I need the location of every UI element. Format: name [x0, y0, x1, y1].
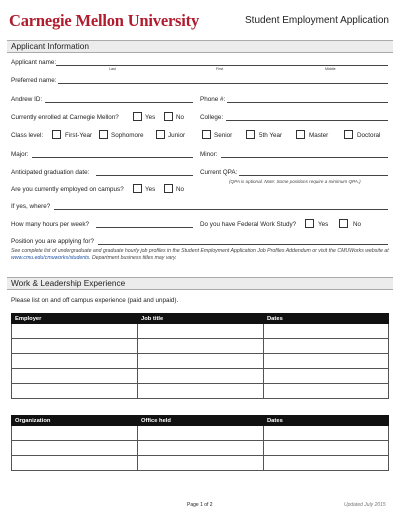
class-master-label: Master [309, 132, 329, 139]
updated-date: Updated July 2015 [344, 502, 386, 508]
employer-cell[interactable] [12, 369, 138, 384]
dates-column-header: Dates [264, 314, 389, 324]
applicant-name-field[interactable] [56, 65, 388, 66]
organization-table-header [12, 416, 389, 426]
preferred-name-label: Preferred name: [11, 77, 57, 84]
employer-column-header: Employer [12, 314, 138, 324]
class-doctoral-checkbox[interactable] [344, 130, 353, 139]
dates-cell[interactable] [264, 339, 389, 354]
class-sophomore-checkbox[interactable] [99, 130, 108, 139]
organization-cell[interactable] [12, 456, 138, 471]
where-field[interactable] [54, 209, 388, 210]
name-part-middle: Middle [325, 67, 336, 71]
qpa-field[interactable] [239, 175, 388, 176]
class-first-year-label: First-Year [65, 132, 93, 139]
employment-table [11, 313, 389, 399]
job-title-cell[interactable] [138, 354, 264, 369]
table-row [12, 369, 389, 384]
minor-label: Minor: [200, 151, 218, 158]
enrolled-label: Currently enrolled at Carnegie Mellon? [11, 114, 119, 121]
qpa-label: Current QPA: [200, 169, 238, 176]
table-row [12, 324, 389, 339]
cmu-logo: Carnegie Mellon University [9, 11, 200, 30]
college-field[interactable] [226, 120, 388, 121]
work-study-label: Do you have Federal Work Study? [200, 221, 297, 228]
class-senior-label: Senior [214, 132, 233, 139]
org-dates-column-header: Dates [264, 416, 389, 426]
job-title-cell[interactable] [138, 324, 264, 339]
employed-yes-checkbox[interactable] [133, 184, 142, 193]
class-5th-year-checkbox[interactable] [246, 130, 255, 139]
applicant-name-label: Applicant name: [11, 59, 57, 66]
minor-field[interactable] [221, 157, 388, 158]
class-doctoral-label: Doctoral [357, 132, 381, 139]
organization-column-header: Organization [12, 416, 138, 426]
hours-field[interactable] [96, 227, 193, 228]
organization-cell[interactable] [12, 441, 138, 456]
employer-cell[interactable] [12, 354, 138, 369]
position-label: Position you are applying for? [11, 238, 94, 245]
major-label: Major: [11, 151, 29, 158]
dates-cell[interactable] [264, 354, 389, 369]
table-row [12, 339, 389, 354]
office-held-column-header: Office held [138, 416, 264, 426]
section-header-applicant: Applicant Information [7, 40, 393, 53]
document-title: Student Employment Application [245, 15, 389, 26]
job-title-cell[interactable] [138, 339, 264, 354]
table-row [12, 354, 389, 369]
preferred-name-field[interactable] [58, 83, 388, 84]
employed-no-checkbox[interactable] [164, 184, 173, 193]
andrew-id-label: Andrew ID: [11, 96, 43, 103]
enrolled-yes-label: Yes [145, 114, 156, 121]
hours-label: How many hours per week? [11, 221, 90, 228]
college-label: College: [200, 114, 224, 121]
job-title-cell[interactable] [138, 369, 264, 384]
office-held-cell[interactable] [138, 456, 264, 471]
work-instruction: Please list on and off campus experience (paid and unpaid). [11, 297, 179, 304]
class-sophomore-label: Sophomore [111, 132, 144, 139]
position-field[interactable] [98, 244, 388, 245]
class-master-checkbox[interactable] [296, 130, 305, 139]
where-label: If yes, where? [11, 203, 51, 210]
dates-cell[interactable] [264, 384, 389, 399]
table-row [12, 456, 389, 471]
andrew-id-field[interactable] [45, 102, 193, 103]
table-row [12, 426, 389, 441]
class-first-year-checkbox[interactable] [52, 130, 61, 139]
position-note [11, 248, 389, 262]
employed-label: Are you currently employed on campus? [11, 186, 124, 193]
work-study-yes-label: Yes [318, 221, 329, 228]
work-study-yes-checkbox[interactable] [305, 219, 314, 228]
name-part-first: First [216, 67, 223, 71]
organization-cell[interactable] [12, 426, 138, 441]
office-held-cell[interactable] [138, 441, 264, 456]
org-dates-cell[interactable] [264, 426, 389, 441]
table-row [12, 441, 389, 456]
employer-cell[interactable] [12, 384, 138, 399]
work-study-no-label: No [353, 221, 362, 228]
enrolled-yes-checkbox[interactable] [133, 112, 142, 121]
cmuworks-link[interactable]: www.cmu.edu/cmuworks/students [11, 255, 90, 261]
enrolled-no-checkbox[interactable] [164, 112, 173, 121]
section-header-work: Work & Leadership Experience [7, 277, 393, 290]
class-level-label: Class level: [11, 132, 44, 139]
job-title-column-header: Job title [138, 314, 264, 324]
position-note-text-2: . Department business titles may vary. [89, 255, 177, 261]
org-dates-cell[interactable] [264, 456, 389, 471]
page-number: Page 1 of 2 [187, 502, 213, 508]
phone-label: Phone #: [200, 96, 226, 103]
office-held-cell[interactable] [138, 426, 264, 441]
phone-field[interactable] [227, 102, 388, 103]
class-5th-year-label: 5th Year [259, 132, 283, 139]
class-junior-label: Junior [168, 132, 186, 139]
organization-table [11, 415, 389, 471]
table-row [12, 384, 389, 399]
employed-yes-label: Yes [145, 186, 156, 193]
employer-cell[interactable] [12, 324, 138, 339]
class-senior-checkbox[interactable] [202, 130, 211, 139]
enrolled-no-label: No [176, 114, 185, 121]
dates-cell[interactable] [264, 369, 389, 384]
dates-cell[interactable] [264, 324, 389, 339]
job-title-cell[interactable] [138, 384, 264, 399]
name-part-last: Last [109, 67, 116, 71]
class-junior-checkbox[interactable] [156, 130, 165, 139]
grad-date-field[interactable] [96, 175, 193, 176]
major-field[interactable] [32, 157, 193, 158]
employer-cell[interactable] [12, 339, 138, 354]
org-dates-cell[interactable] [264, 441, 389, 456]
employed-no-label: No [176, 186, 185, 193]
qpa-note: (QPA is optional. Note: Some positions require a minimum QPA.) [229, 179, 361, 184]
employment-table-header [12, 314, 389, 324]
work-study-no-checkbox[interactable] [339, 219, 348, 228]
position-note-text-1: See complete list of undergraduate and graduate hourly job profiles in the Student Employment Application Job Profiles Addendum or visit the CMUWorks website at [11, 248, 389, 254]
grad-date-label: Anticipated graduation date: [11, 169, 90, 176]
